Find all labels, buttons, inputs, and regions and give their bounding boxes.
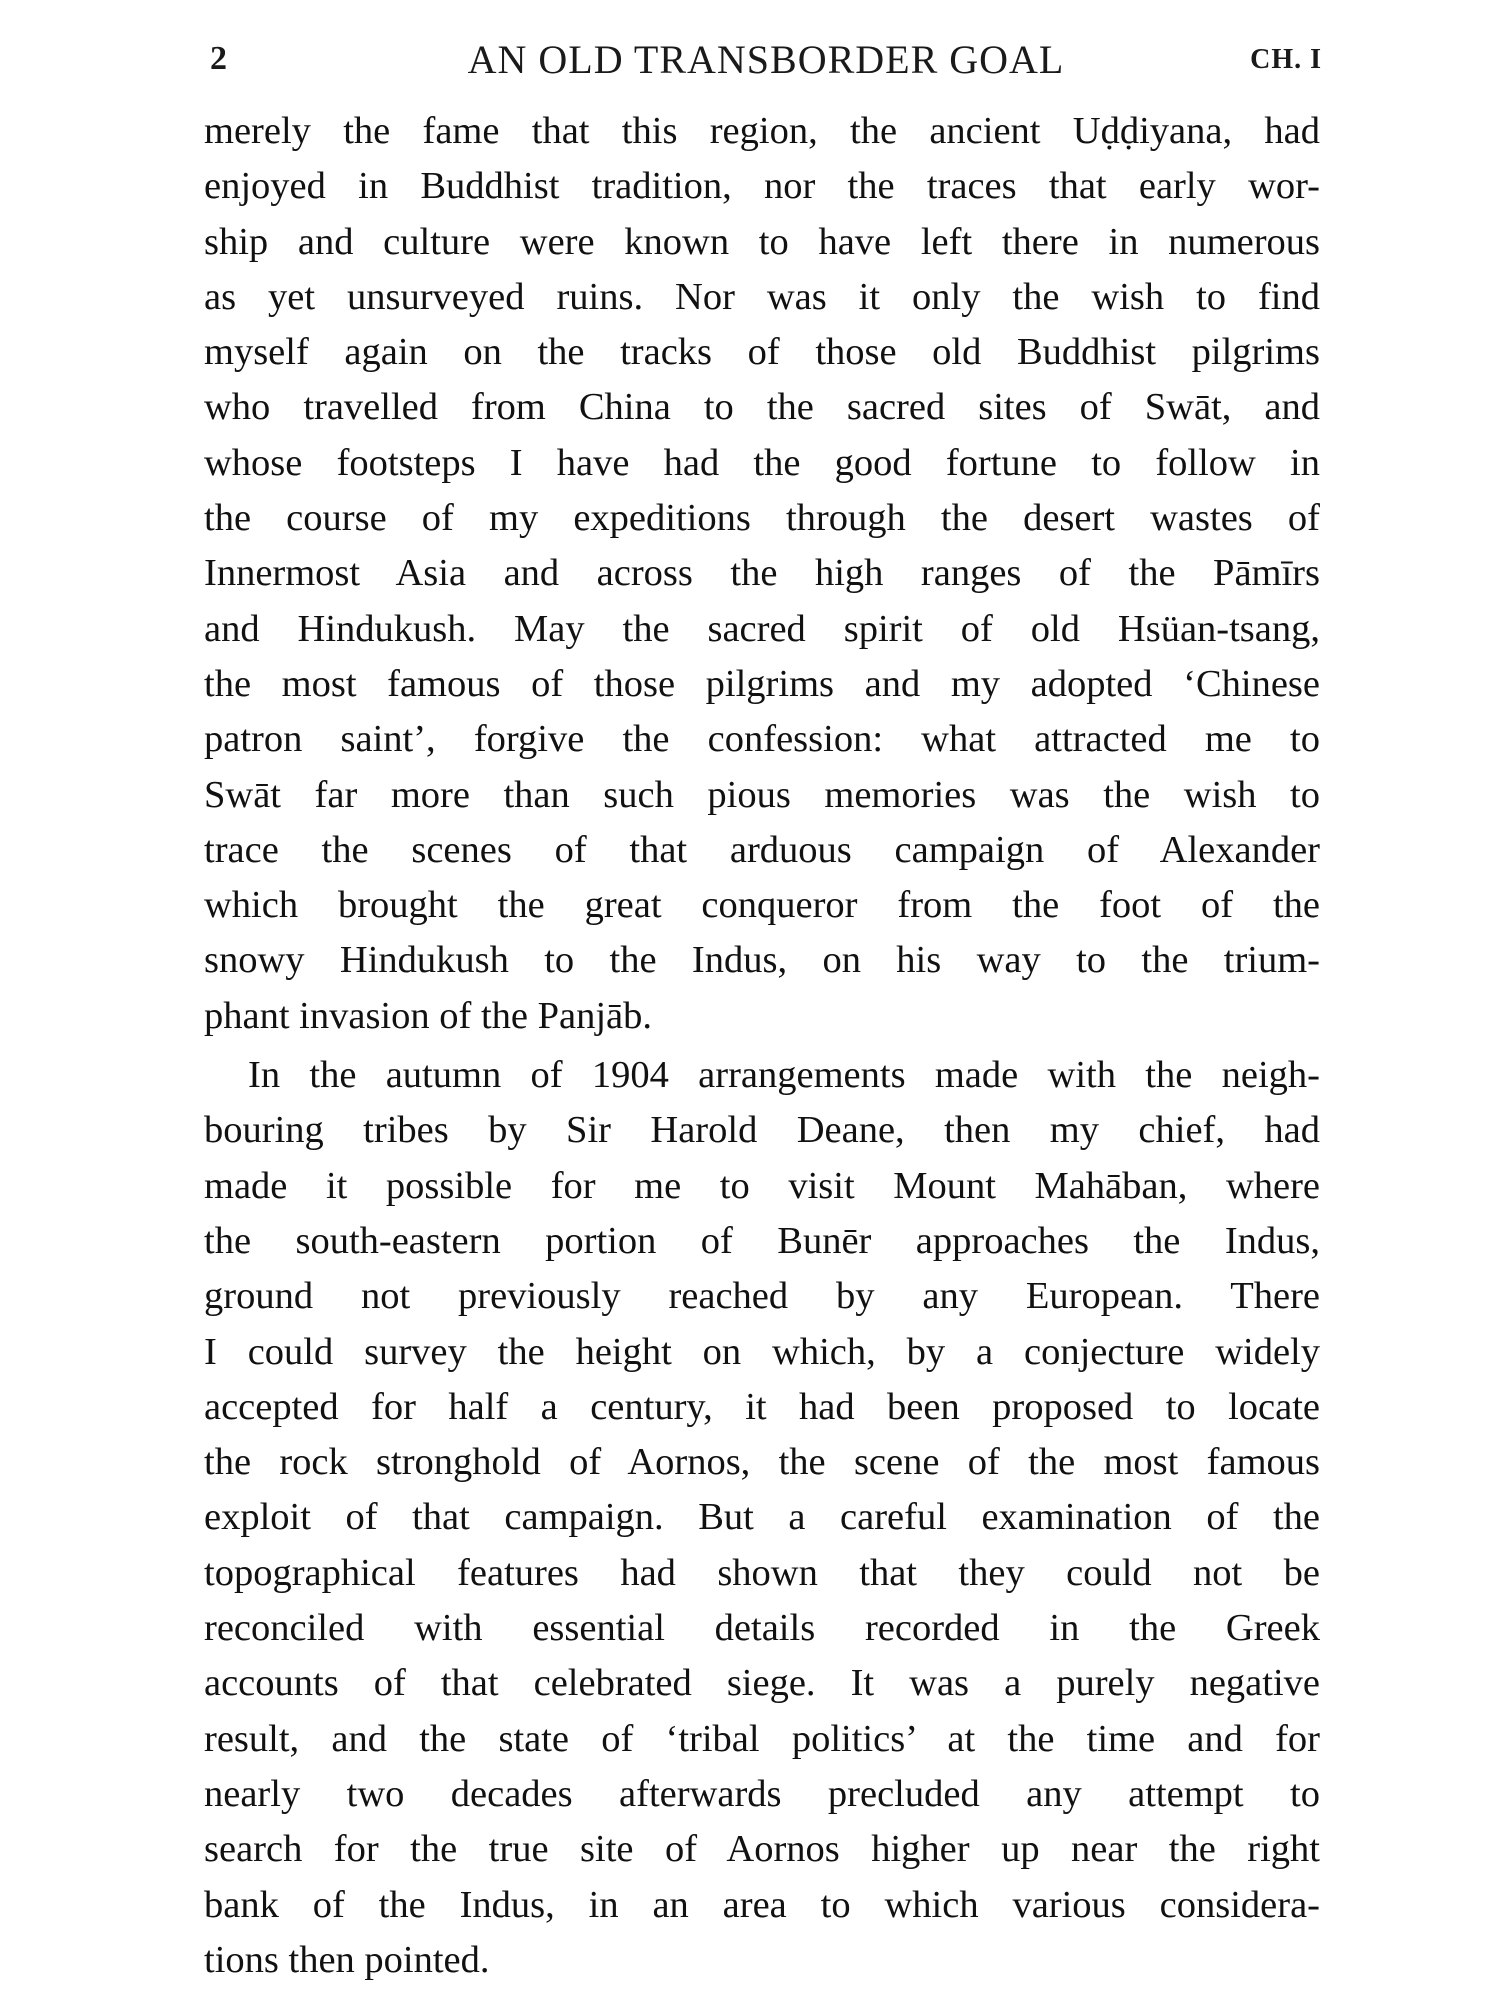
running-head: AN OLD TRANSBORDER GOAL	[467, 37, 1065, 82]
text-line: made it possible for me to visit Mount Mahāban, where	[204, 1164, 1320, 1207]
text-line: snowy Hindukush to the Indus, on his way to the trium-	[204, 939, 1320, 982]
text-line: topographical features had shown that they could not be	[204, 1551, 1320, 1594]
text-line: I could survey the height on which, by a conjecture widely	[204, 1330, 1320, 1373]
text-line: phant invasion of the Panjāb.	[204, 994, 653, 1037]
text-line: bouring tribes by Sir Harold Deane, then my chief, had	[204, 1109, 1320, 1152]
text-line: which brought the great conqueror from the foot of the	[204, 884, 1320, 927]
text-line: accepted for half a century, it had been proposed to locate	[204, 1385, 1320, 1428]
page-header	[210, 36, 1322, 86]
text-line: whose footsteps I have had the good fortune to follow in	[204, 441, 1320, 484]
text-line: as yet unsurveyed ruins. Nor was it only the wish to find	[204, 275, 1320, 318]
text-line: and Hindukush. May the sacred spirit of old Hsüan-tsang,	[204, 607, 1320, 650]
text-line: patron saint’, forgive the confession: what attracted me to	[204, 718, 1320, 761]
text-line: In the autumn of 1904 arrangements made with the neigh-	[248, 1054, 1320, 1097]
paragraph-2	[204, 1048, 1320, 1988]
text-line: merely the fame that this region, the ancient Uḍḍiyana, had	[204, 110, 1320, 152]
text-line: Innermost Asia and across the high ranges of the Pāmīrs	[204, 552, 1320, 595]
text-line: result, and the state of ‘tribal politics’ at the time and for	[204, 1717, 1320, 1760]
text-line: accounts of that celebrated siege. It was a purely negative	[204, 1662, 1320, 1705]
text-line: the south-eastern portion of Bunēr approaches the Indus,	[204, 1219, 1320, 1262]
text-line: tions then pointed.	[204, 1938, 490, 1981]
text-line: bank of the Indus, in an area to which various considera-	[204, 1883, 1320, 1926]
text-line: reconciled with essential details recorded in the Greek	[204, 1607, 1320, 1650]
text-line: exploit of that campaign. But a careful examination of the	[204, 1496, 1320, 1539]
body-text	[204, 104, 1320, 1988]
text-line: trace the scenes of that arduous campaign of Alexander	[204, 828, 1320, 871]
text-line: search for the true site of Aornos higher up near the right	[204, 1828, 1320, 1871]
text-line: nearly two decades afterwards precluded any attempt to	[204, 1772, 1320, 1815]
text-line: ship and culture were known to have left there in numerous	[204, 220, 1320, 263]
paragraph-1	[204, 104, 1320, 1044]
chapter-reference: CH. I	[1250, 44, 1322, 75]
text-line: enjoyed in Buddhist tradition, nor the traces that early wor-	[204, 165, 1320, 208]
text-line: the course of my expeditions through the desert wastes of	[204, 497, 1320, 540]
text-line: myself again on the tracks of those old Buddhist pilgrims	[204, 331, 1320, 374]
text-line: the rock stronghold of Aornos, the scene of the most famous	[204, 1441, 1320, 1484]
page-number: 2	[210, 40, 227, 77]
text-line: the most famous of those pilgrims and my adopted ‘Chinese	[204, 662, 1320, 705]
text-line: who travelled from China to the sacred sites of Swāt, and	[204, 386, 1320, 429]
text-line: ground not previously reached by any European. There	[204, 1275, 1320, 1318]
text-line: Swāt far more than such pious memories was the wish to	[204, 773, 1320, 816]
